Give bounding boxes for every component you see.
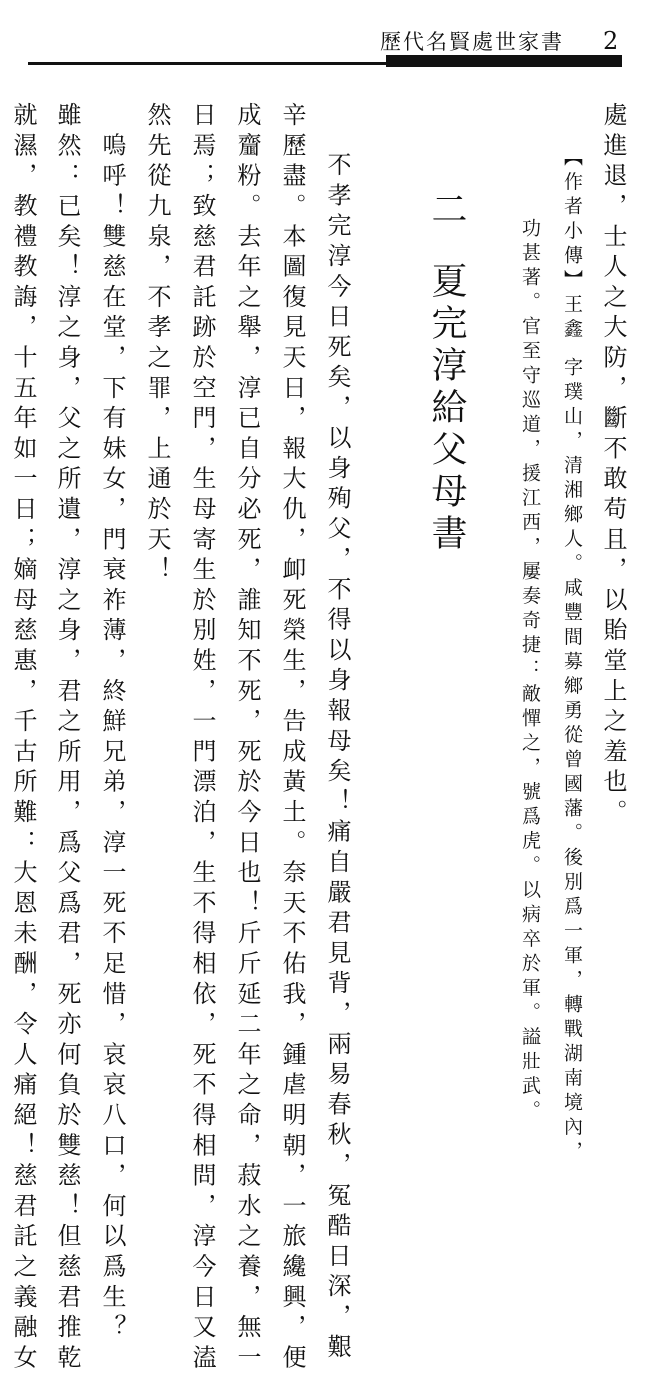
- author-bio-name: 王鑫: [561, 294, 583, 343]
- header-rule-thin: [28, 62, 386, 65]
- author-bio-line-2: 功甚著。官至守巡道，援江西，屢奏奇捷：敵憚之，號爲虎。以病卒於軍。謚壯武。: [519, 218, 541, 1125]
- author-bio-line-1: [562, 147, 581, 1166]
- letter-line-8: 就濕，教禮教誨，十五年如一日；嫡母慈惠，千古所難：大恩未酬，令人痛絕！慈君託之義融女: [9, 102, 37, 1375]
- letter-line-6: 嗚呼！雙慈在堂，下有妹女，門衰祚薄，終鮮兄弟，淳一死不足惜，哀哀八口，何以爲生？: [98, 102, 126, 1345]
- letter-line-7: 雖然：已矣！淳之身，父之所遺，淳之身，君之所用，爲父爲君，死亦何負於雙慈！但慈君推乾: [53, 102, 81, 1375]
- letter-line-3: 成齏粉。去年之舉，淳已自分必死，誰知不死，死於今日也！斤斤延二年之命，菽水之養，無一: [233, 102, 261, 1375]
- letter-heading: [426, 190, 467, 556]
- header-rule-thick: [386, 55, 622, 67]
- letter-line-2: 辛歷盡。本圖復見天日，報大仇，卹死榮生，告成黃土。奈天不佑我，鍾虐明朝，一旅纔興，便: [278, 102, 306, 1375]
- author-bio-label: 【作者小傳】: [561, 147, 583, 294]
- preceding-text-closing-line: 處進退，士人之大防，斷不敢苟且，以貽堂上之羞也。: [599, 102, 627, 830]
- letter-title: 夏完淳給父母書: [426, 262, 467, 556]
- running-header-title: 歷代名賢處世家書: [380, 30, 564, 54]
- letter-number: 二: [426, 190, 467, 232]
- page-number: 2: [603, 27, 619, 55]
- letter-line-4: 日焉；致慈君託跡於空門，生母寄生於別姓，一門漂泊，生不得相依，死不得相問，淳今日又溘: [188, 102, 216, 1375]
- letter-line-5: 然先從九泉，不孝之罪，上通於天！: [143, 102, 171, 587]
- author-bio-text-1: 字璞山，清湘鄉人。咸豐間募鄉勇從曾國藩。後別爲一軍，轉戰湖南境內，: [561, 357, 583, 1166]
- letter-line-1: 不孝完淳今日死矣，以身殉父，不得以身報母矣！痛自嚴君見背，兩易春秋，冤酷日深，艱: [323, 152, 351, 1364]
